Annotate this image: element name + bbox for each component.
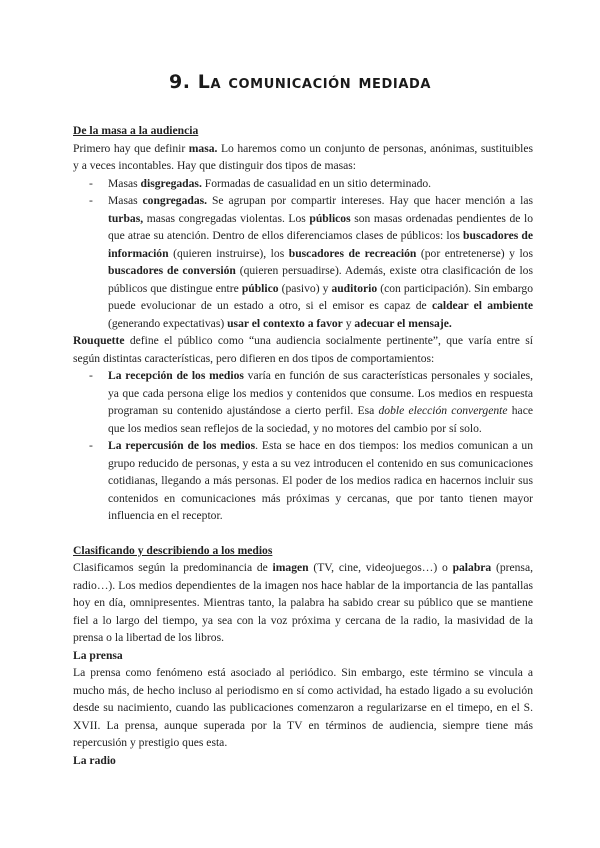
list-item-repercusion-medios: - La repercusión de los medios. Esta se hace en dos tiempos: los medios comunican a un grupo reducido de personas, y esta a su vez introducen el contenido en sus comunicaciones cotidianas, llegando a más personas. El poder de los medios radica en hacernos incluir sus contenidos en comunicaciones más próximas y cercanas, que por tanto tienen mayor influencia en el receptor. [89, 439, 533, 522]
bullet-dash: - [89, 176, 93, 190]
bullet-dash: - [89, 439, 93, 452]
list-comportamientos [73, 367, 533, 525]
subheading-la-radio: La radio [73, 753, 116, 767]
bullet-dash: - [89, 194, 93, 207]
page-title: 9. La comunicación mediada [168, 71, 432, 93]
list-tipos-masas [73, 175, 533, 333]
list-item-masas-congregadas: - Masas congregadas. Se agrupan por compartir intereses. Hay que hacer mención a las turbas, masas congregadas violentas. Los públicos son masas ordenadas pendientes de lo que atrae su atención. Dentro de ellos diferenciamos clases de públicos: los buscadores de información (quieren instruirse), los buscadores de recreación (por entretenerse) y los buscadores de conversión (quieren persuadirse). Además, existe otra clasificación de los públicos que distingue entre público (pasivo) y auditorio (con participación). Sin embargo puede evolucionar de un estado a otro, si el emisor es capaz de caldear el ambiente (generando expectativas) usar el contexto a favor y adecuar el mensaje. [89, 194, 533, 330]
subheading-la-prensa: La prensa [73, 648, 123, 662]
paragraph-masa-intro: Primero hay que definir masa. Lo haremos como un conjunto de personas, anónimas, sustituibles y a veces incontables. Hay que distinguir dos tipos de masas: [73, 141, 533, 172]
section-spacer [73, 525, 533, 542]
paragraph-clasificacion-intro: Clasificamos según la predominancia de imagen (TV, cine, videojuegos…) o palabra (prensa, radio…). Los medios dependientes de la imagen nos hace hablar de la importancia de las pantallas hoy en día, omnipresentes. Mientras tanto, la palabra ha sabido crear su público que se mantiene fiel a lo largo del tiempo, ya sea con la voz próxima y cercana de la radio, la masividad de la prensa o la libertad de los libros. [73, 561, 533, 644]
paragraph-rouquette: Rouquette define el público como “una audiencia socialmente pertinente”, que varía entre sí según distintas características, pero difieren en dos tipos de comportamientos: [73, 334, 533, 365]
list-item-masas-disgregadas: - Masas disgregadas. Formadas de casualidad en un sitio determinado. [73, 175, 533, 193]
bullet-dash: - [89, 369, 93, 382]
section-heading-masa-audiencia: De la masa a la audiencia [73, 124, 199, 137]
document-body [73, 122, 533, 769]
list-item-recepcion-medios: - La recepción de los medios varía en función de sus características personales y sociales, ya que cada persona elige los medios y contenidos que consume. Los medios en respuesta programan su contenido ajustándose a cierto perfil. Esa doble elección convergente hace que los medios sean reflejos de la sociedad, y no motores del cambio por sí solo. [89, 369, 533, 435]
paragraph-la-prensa: La prensa como fenómeno está asociado al periódico. Sin embargo, este término se vincula a mucho más, de hecho incluso al periodismo en sí como actividad, ha estado ligado a su evolución desde su nacimiento, cuando las publicaciones comenzaron a regularizarse en el timepo, en el S. XVII. La prensa, aunque superada por la TV en términos de audiencia, siempre tiene más repercusión y prestigio ques esta. [73, 666, 533, 749]
section-heading-clasificando-medios: Clasificando y describiendo a los medios [73, 543, 273, 557]
